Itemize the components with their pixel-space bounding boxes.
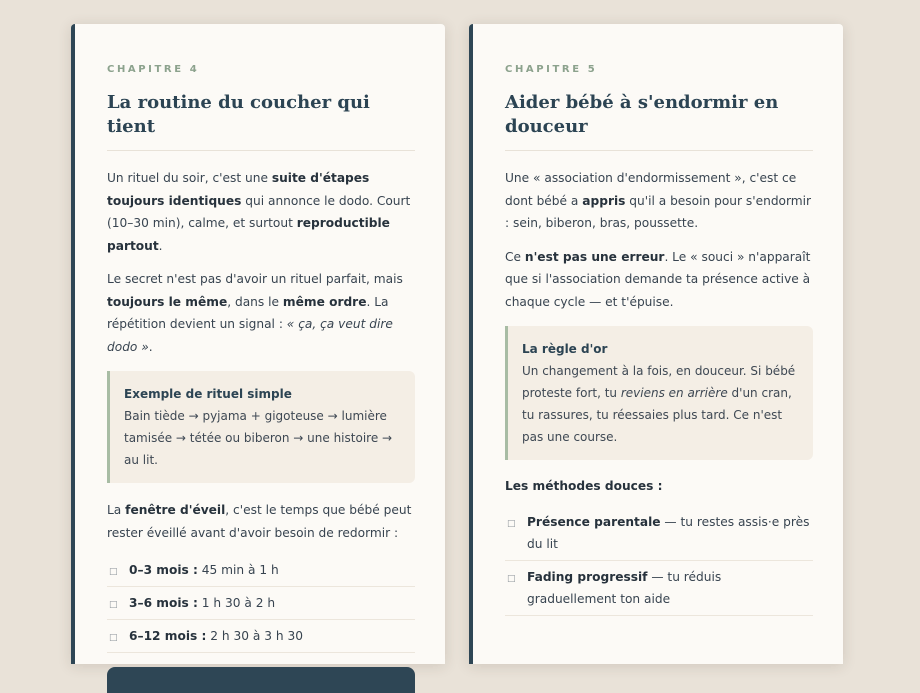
bold-text: suite d'étapes toujours identiques xyxy=(107,171,370,208)
text-run: Le secret n'est pas d'avoir un rituel parfait, mais xyxy=(107,272,403,286)
chapter-label: CHAPITRE 4 xyxy=(107,64,200,75)
list-item-label: 3–6 mois : xyxy=(129,596,198,610)
callout-text: Bain tiède → pyjama + gigoteuse → lumière tamisée → tétée ou biberon → une histoire → au lit. xyxy=(124,409,393,467)
paragraph-secret xyxy=(107,268,415,358)
chapter-title: La routine du coucher qui tient xyxy=(107,91,415,151)
callout-text xyxy=(522,360,799,448)
list-item-value: — tu réduis graduellement ton aide xyxy=(527,570,722,606)
list-item xyxy=(107,587,415,620)
bold-text: reproductible partout xyxy=(107,216,390,253)
chapter-4-card xyxy=(71,24,445,664)
checkbox-bullet-icon: □ xyxy=(109,600,118,610)
list-item-value: 45 min à 1 h xyxy=(197,563,279,577)
wake-window-list xyxy=(107,554,415,653)
paragraph-ritual xyxy=(107,167,415,257)
text-run: d'un cran, tu rassures, tu réessaies plus tard. Ce n'est pas une course. xyxy=(522,386,792,444)
text-run: qu'il a besoin pour s'endormir : sein, biberon, bras, poussette. xyxy=(505,193,812,230)
text-run: Une « association d'endormissement », c'est ce dont bébé a xyxy=(505,171,797,208)
chapter-label: CHAPITRE 5 xyxy=(505,64,598,75)
bold-text: toujours le même xyxy=(107,294,228,309)
checkbox-bullet-icon: □ xyxy=(507,574,516,584)
text-run: , dans le xyxy=(227,294,283,309)
callout-title: La règle d'or xyxy=(522,342,608,356)
list-item-label: Présence parentale xyxy=(527,515,661,529)
paragraph-wake-window xyxy=(107,499,415,544)
chapter-title: Aider bébé à s'endormir en douceur xyxy=(505,91,813,151)
list-item-value: 2 h 30 à 3 h 30 xyxy=(206,629,303,643)
text-run: . Le « souci » n'apparaît que si l'association demande ta présence active à chaque cycle — et t'épuise. xyxy=(505,249,811,309)
text-run: Ce xyxy=(505,249,525,264)
list-item-value: 1 h 30 à 2 h xyxy=(197,596,276,610)
text-run: . xyxy=(148,339,153,354)
text-run: . xyxy=(158,238,163,253)
text-run: . La répétition devient un signal : xyxy=(107,294,389,331)
callout-title: Exemple de rituel simple xyxy=(124,387,292,401)
callout-golden-rule xyxy=(505,326,813,460)
bold-text: appris xyxy=(582,193,626,208)
bold-text: n'est pas une erreur xyxy=(524,249,665,264)
bold-text: fenêtre d'éveil xyxy=(125,503,226,517)
paragraph-association xyxy=(505,167,813,235)
checkbox-bullet-icon: □ xyxy=(507,519,516,529)
list-item-label: 0–3 mois : xyxy=(129,563,198,577)
checkbox-bullet-icon: □ xyxy=(109,633,118,643)
text-run: Un changement à la fois, en douceur. Si bébé proteste fort, tu xyxy=(522,364,796,400)
list-item-value: — tu restes assis·e près du lit xyxy=(527,515,810,551)
list-item xyxy=(505,506,813,561)
list-item xyxy=(505,561,813,616)
dark-panel-edge xyxy=(107,667,415,693)
italic-text: reviens en arrière xyxy=(620,386,728,400)
bold-text: même ordre xyxy=(282,294,367,309)
chapter-5-card xyxy=(469,24,843,664)
checkbox-bullet-icon: □ xyxy=(109,567,118,577)
paragraph-not-an-error xyxy=(505,246,813,314)
italic-text: « ça, ça veut dire dodo » xyxy=(107,317,393,354)
text-run: , c'est le temps que bébé peut rester éveillé avant d'avoir besoin de redormir : xyxy=(107,503,412,540)
text-run: qui annonce le dodo. Court (10–30 min), calme, et surtout xyxy=(107,193,411,230)
list-item-label: Fading progressif xyxy=(527,570,648,584)
callout-example-ritual xyxy=(107,371,415,483)
text-run: Un rituel du soir, c'est une xyxy=(107,171,272,185)
list-item-label: 6–12 mois : xyxy=(129,629,207,643)
text-run: La xyxy=(107,503,126,517)
methods-subheading: Les méthodes douces : xyxy=(505,479,663,493)
list-item xyxy=(107,554,415,587)
list-item xyxy=(107,620,415,653)
